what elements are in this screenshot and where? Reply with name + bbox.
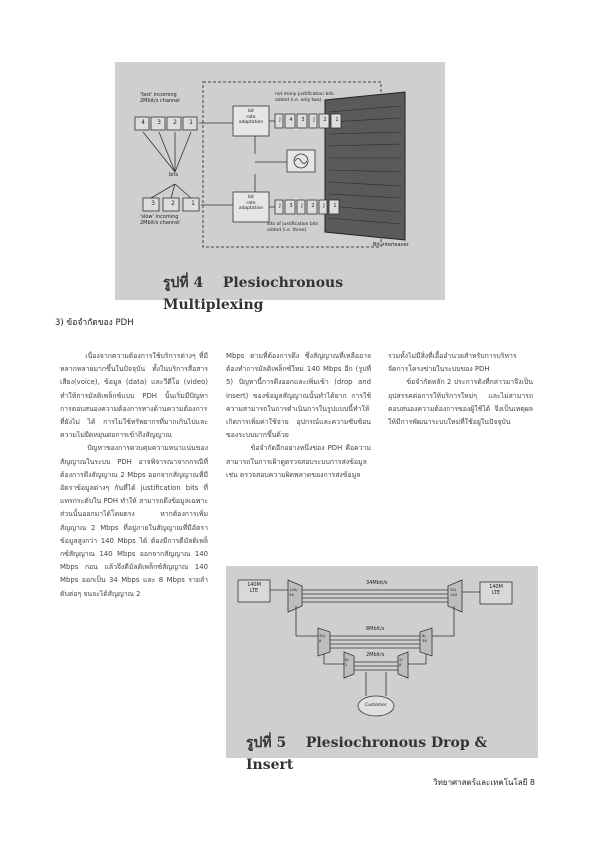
text-column-1 xyxy=(60,350,211,760)
figure-4 xyxy=(115,62,445,313)
figure-5-caption xyxy=(246,732,538,773)
bottom-output-bit-numbers xyxy=(275,203,341,209)
section-heading: 3) ข้อจำกัดของ PDH xyxy=(55,318,134,328)
bit-number: 4 xyxy=(289,117,293,123)
bit-number: 2 xyxy=(173,119,177,126)
bit-number: 3 xyxy=(289,203,293,209)
bottom-input-bit-numbers xyxy=(143,200,203,207)
paragraph: Mbps ตามที่ต้องการดึง ซึ่งสัญญาณที่เหลืออาจต้องทำการมัลติเพล็กซ์ใหม่ 140 Mbps อีก (รูปที่ 5) ปัญหานี้การดึงออกและเพิ่มเข้า (drop and insert) ของข้อมูลสัญญาณนั้นทำได้ยาก การใช้ความสามารถในการดำเนินการในรูปแบบนี้ทำให้เกิดการเพิ่มค่าใช้จ่าย อุปกรณ์และความซับซ้อนของระบบมากขึ้นด้วย xyxy=(226,352,374,440)
text-column-2 xyxy=(226,350,374,548)
top-output-bit-numbers xyxy=(275,117,343,123)
bit-number: 2 xyxy=(311,203,315,209)
figure-5-number: รูปที่ 5 xyxy=(246,735,287,751)
bit-number: 2 xyxy=(323,117,327,123)
rate-adaptation-top-label: bit rate adaptation xyxy=(238,109,264,125)
bit-number: 4 xyxy=(141,119,145,126)
mux-label: 34/ 140 xyxy=(450,587,458,597)
paragraph: เนื่องจากความต้องการใช้บริการต่างๆ ที่มีหลากหลายมากขึ้นในปัจจุบัน ทั้งในบริการสื่อสารเสียง(voice), ข้อมูล (data) และวีดีโอ (video) ทำให้การมัลติเพล็กซ์แบบ PDH นั้นเริ่มมีปัญหาการตอบสนองความต้องการทางด้านความต้องการที่ยังไม่ ได้ การไม่ใช้ทรัพยากรที่มากเกินไปและความไม่ยืดหยุ่นต่อการเข้าถึงสัญญาณ xyxy=(60,352,211,440)
rate-34-label: 34Mbit/s xyxy=(366,580,388,586)
bit-number: J xyxy=(323,203,325,209)
bit-number: 3 xyxy=(301,117,305,123)
bit-number: 3 xyxy=(157,119,161,126)
bit-number: J xyxy=(301,203,303,209)
figure-4-number: รูปที่ 4 xyxy=(163,275,204,291)
few-justification-label: not many justification bits added (i.e. only two) xyxy=(275,92,334,103)
paragraph: รวมทั้งไม่มีสิ่งที่เอื้ออำนวยสำหรับการบริหารจัดการโครงข่ายในระบบของ PDH xyxy=(388,352,517,374)
paragraph: ข้อจำกัดหลัก 2 ประการดังที่กล่าวมาจึงเป็นอุปสรรคต่อการให้บริการใหม่ๆ และไม่สามารถตอบสนองความต้องการของผู้ใช้ได้ จึงเป็นเหตุผลให้มีการพัฒนาระบบใหม่ที่ใช้อยู่ในปัจจุบัน xyxy=(388,378,533,427)
page-footer: วิทยาศาสตร์และเทคโนโลยี 8 xyxy=(433,778,535,787)
bit-number: 1 xyxy=(189,119,193,126)
bit-number: J xyxy=(279,203,281,209)
top-input-bit-numbers xyxy=(135,119,199,126)
mux-label: 8/ 2 xyxy=(345,657,349,667)
rate-2-label: 2Mbit/s xyxy=(366,652,385,658)
bit-number: 3 xyxy=(151,200,155,207)
text-column-3 xyxy=(388,350,533,500)
mux-label: 2/ 8 xyxy=(399,657,403,667)
mux-label: 140/ 34 xyxy=(289,587,298,597)
mux-label: 8/ 34 xyxy=(422,633,427,643)
bits-label: bits xyxy=(169,172,179,178)
bit-number: 2 xyxy=(171,200,175,207)
rate-adaptation-bottom-label: bit rate adaptation xyxy=(238,195,264,211)
figure-5 xyxy=(226,566,538,773)
paragraph: ปัญหาของการควบคุมความหนาแน่นของสัญญาณในระบบ PDH อาจพิจารณาจากกรณีที่ต้องการดึงสัญญาณ 2 Mbps ออกจากสัญญาณที่มีอัตราข้อมูลต่างๆ กันที่ได้ justification bits ที่แทรกระดับใน PDH ทำให้ สามารถดึงข้อมูลเฉพาะส่วนนั้นออกมาได้โดยตรง หากต้องการเพิ่มสัญญาณ 2 Mbps ที่อยู่ภายในสัญญาณที่มีอัตราข้อมูลสูงกว่า 140 Mbps ได้ ต้องมีการดีมัลติเพล็กซ์สัญญาณ 140 Mbps ออกจากสัญญาณ 140 Mbps ก่อน แล้วจึงดีมัลติเพล็กซ์สัญญาณ 140 Mbps ออกเป็น 34 Mbps และ 8 Mbps รายลำดับต่อๆ จนจะได้สัญญาณ 2 xyxy=(60,444,211,598)
lots-justification-label: lots of justification bits added (i.e. three) xyxy=(267,222,319,233)
customer-label: Customer xyxy=(365,703,387,708)
bit-number: J xyxy=(279,117,281,123)
figure-4-title: Plesiochronous Multiplexing xyxy=(163,275,344,313)
slow-channel-label: 'slow' incoming 2Mbit/s channel xyxy=(140,214,180,226)
rate-8-label: 8Mbit/s xyxy=(366,626,385,632)
bit-number: 1 xyxy=(191,200,195,207)
figure-5-title: Plesiochronous Drop & Insert xyxy=(246,735,488,773)
bit-number: 1 xyxy=(335,117,339,123)
paragraph: ข้อจำกัดอีกอย่างหนึ่งของ PDH คือความสามารถในการเฝ้าดูตรวจสอบระบบการส่งข้อมูลเช่น ตรวจสอบความผิดพลาดของการส่งข้อมูล xyxy=(226,444,371,479)
bit-interleaver-label: Bit interleaver xyxy=(373,242,409,248)
bit-number: 1 xyxy=(333,203,337,209)
mux-label: 34/ 8 xyxy=(319,633,326,643)
bit-number: J xyxy=(313,117,315,123)
lte-right-label: 140M LTE xyxy=(489,584,503,596)
fast-channel-label: 'fast' incoming 2Mbit/s channel xyxy=(140,92,180,104)
figure-4-caption xyxy=(163,272,445,313)
lte-left-label: 140M LTE xyxy=(247,582,261,594)
